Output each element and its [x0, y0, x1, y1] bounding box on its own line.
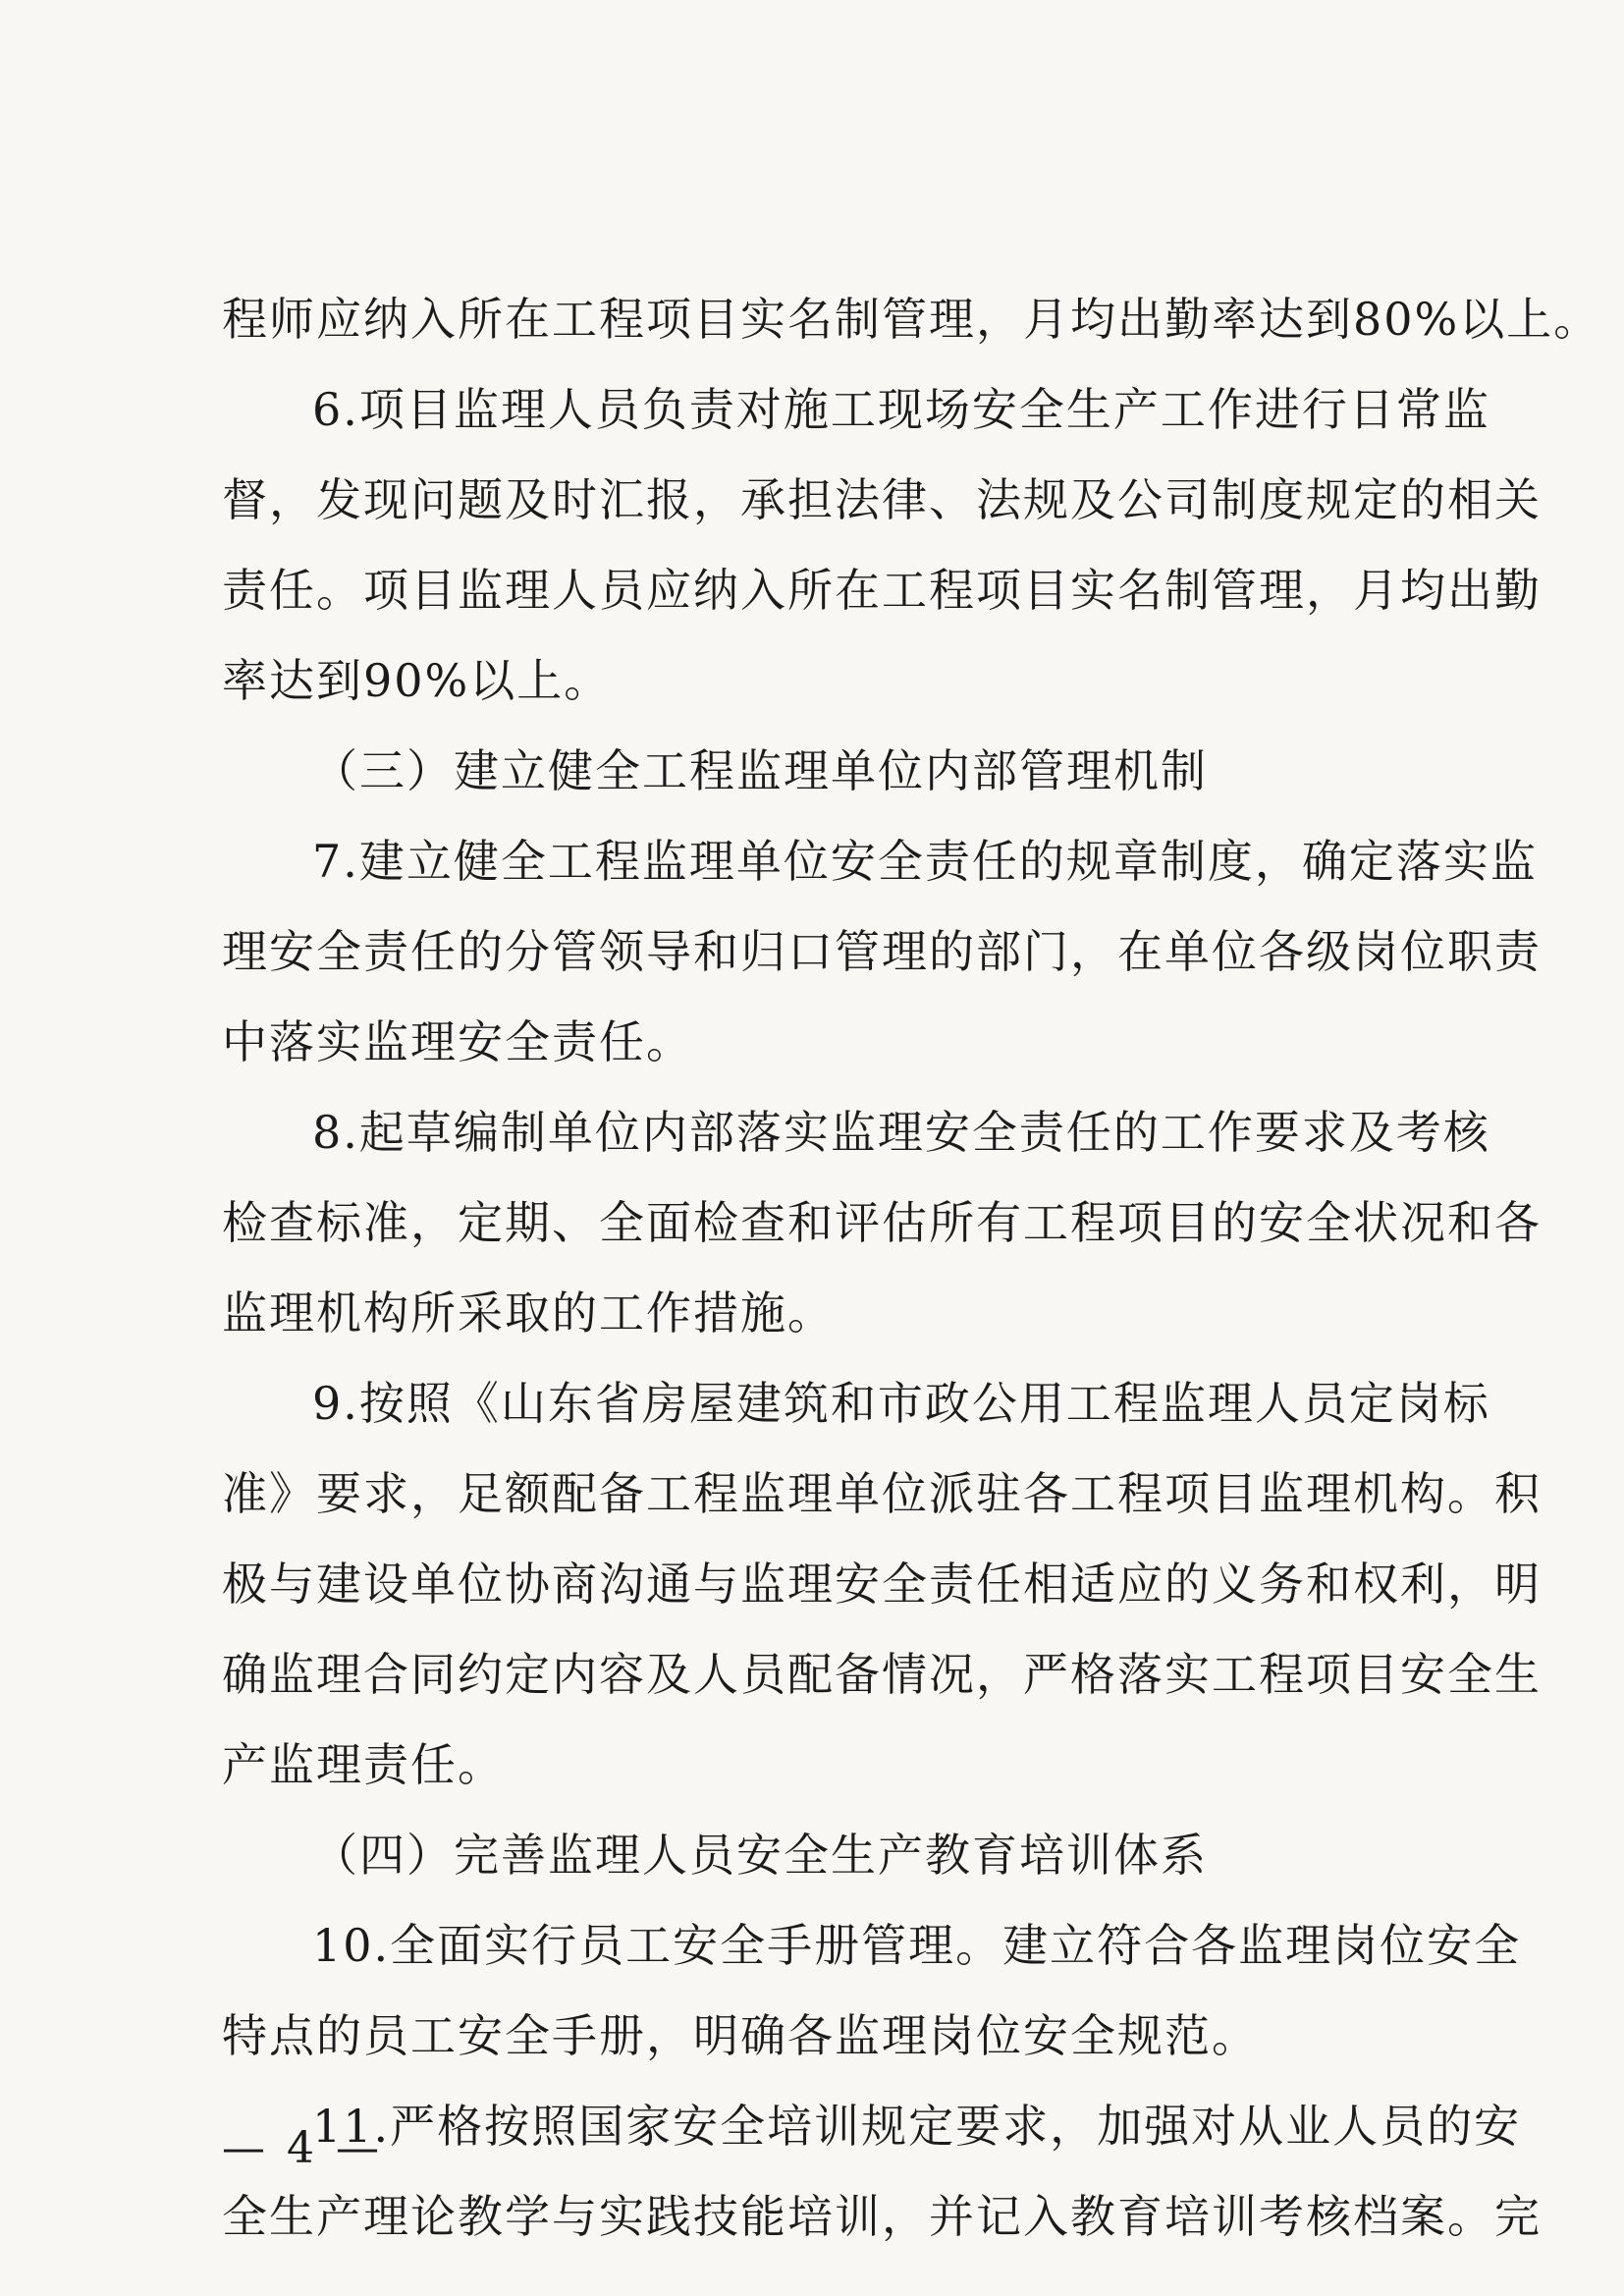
text-line: 督，发现问题及时汇报，承担法律、法规及公司制度规定的相关 — [222, 473, 1542, 526]
page-number: — 4 — — [222, 2123, 383, 2173]
text-line: 9.按照《山东省房屋建筑和市政公用工程监理人员定岗标 — [312, 1377, 1490, 1430]
text-line: 6.项目监理人员负责对施工现场安全生产工作进行日常监 — [312, 383, 1490, 436]
text-line: 中落实监理安全责任。 — [222, 1015, 693, 1068]
text-line: 程师应纳入所在工程项目实名制管理，月均出勤率达到80%以上。 — [222, 293, 1601, 346]
text-line: 产监理责任。 — [222, 1738, 505, 1791]
text-line: 检查标准，定期、全面检查和评估所有工程项目的安全状况和各 — [222, 1196, 1542, 1249]
text-line: 责任。项目监理人员应纳入所在工程项目实名制管理，月均出勤 — [222, 564, 1542, 617]
text-line: 特点的员工安全手册，明确各监理岗位安全规范。 — [222, 2009, 1259, 2062]
text-line: 监理机构所采取的工作措施。 — [222, 1286, 835, 1339]
text-line: 极与建设单位协商沟通与监理安全责任相适应的义务和权利，明 — [222, 1558, 1542, 1611]
text-line: 准》要求，足额配备工程监理单位派驻各工程项目监理机构。积 — [222, 1467, 1542, 1520]
text-line: 8.起草编制单位内部落实监理安全责任的工作要求及考核 — [312, 1106, 1490, 1159]
section-heading: （三）建立健全工程监理单位内部管理机制 — [312, 744, 1208, 797]
text-line: 10.全面实行员工安全手册管理。建立符合各监理岗位安全 — [312, 1919, 1522, 1972]
text-line: 11.严格按照国家安全培训规定要求，加强对从业人员的安 — [312, 2100, 1522, 2153]
text-line: 率达到90%以上。 — [222, 654, 612, 707]
text-line: 全生产理论教学与实践技能培训，并记入教育培训考核档案。完 — [222, 2190, 1542, 2243]
text-line: 7.建立健全工程监理单位安全责任的规章制度，确定落实监 — [312, 835, 1538, 888]
text-line: 确监理合同约定内容及人员配备情况，严格落实工程项目安全生 — [222, 1648, 1542, 1701]
section-heading: （四）完善监理人员安全生产教育培训体系 — [312, 1829, 1208, 1882]
text-line: 理安全责任的分管领导和归口管理的部门，在单位各级岗位职责 — [222, 925, 1542, 978]
